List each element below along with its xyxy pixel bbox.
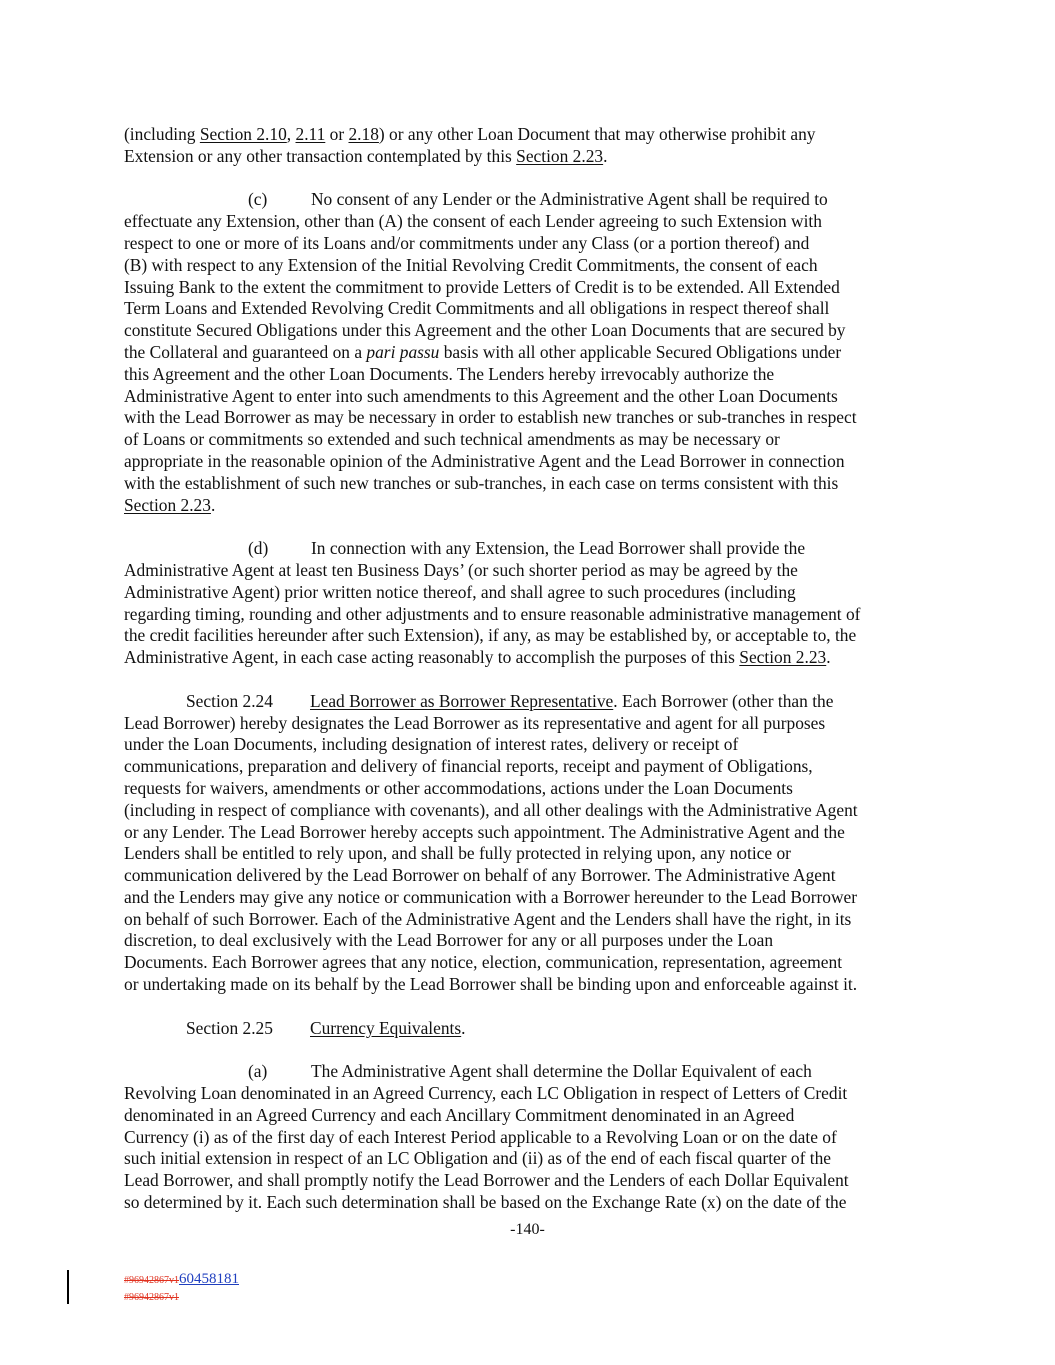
text-line: so determined by it. Each such determination shall be based on the Exchange Rate (x) on the date of the <box>124 1192 847 1213</box>
section-heading-line: Section 2.25 Currency Equivalents. <box>186 1017 466 1038</box>
text-line: constitute Secured Obligations under this Agreement and the other Loan Documents that are secured by <box>124 320 846 341</box>
text-line: regarding timing, rounding and other adjustments and to ensure reasonable administrative management of <box>124 603 861 624</box>
section-ref: Section 2.23 <box>124 494 211 515</box>
text-line: (c) No consent of any Lender or the Administrative Agent shall be required to <box>248 189 828 210</box>
text-line: Term Loans and Extended Revolving Credit Commitments and all obligations in respect thereof shall <box>124 298 830 319</box>
text-line: requests for waivers, amendments or other accommodations, actions under the Loan Documents <box>124 777 793 798</box>
text-line: or undertaking made on its behalf by the Lead Borrower shall be binding upon and enforceable against it. <box>124 974 858 995</box>
text-line: Administrative Agent) prior written notice thereof, and shall agree to such procedures (including <box>124 581 796 602</box>
paragraph-c <box>124 189 944 516</box>
text-line: such initial extension in respect of an LC Obligation and (ii) as of the end of each fiscal quarter of the <box>124 1148 831 1169</box>
text-line: Administrative Agent at least ten Business Days’ (or such shorter period as may be agreed by the <box>124 559 798 580</box>
docid-line <box>124 1271 239 1288</box>
section-ref: Section 2.10 <box>199 124 287 144</box>
text-line: communications, preparation and delivery of financial reports, receipt and payment of Obligations, <box>124 756 813 777</box>
text-line: effectuate any Extension, other than (A) the consent of each Lender agreeing to such Extension with <box>124 211 822 232</box>
text-line: Administrative Agent, in each case acting reasonably to accomplish the purposes of this Section 2.23. <box>124 647 831 668</box>
paragraph-a <box>124 1061 944 1214</box>
paragraph-continuation <box>124 124 944 168</box>
text-line: respect to one or more of its Loans and/or commitments under any Class (or a portion thereof) and <box>124 232 810 253</box>
section-title: Currency Equivalents <box>310 1017 462 1038</box>
text-line: appropriate in the reasonable opinion of the Administrative Agent and the Lead Borrower in connection <box>124 450 845 471</box>
text-line: Documents. Each Borrower agrees that any notice, election, communication, representation, agreement <box>124 952 843 973</box>
text-line: Issuing Bank to the extent the commitment to provide Letters of Credit is to be extended. All Extended <box>124 276 840 297</box>
inserted-docid: 60458181 <box>179 1271 239 1287</box>
section-2-25 <box>124 1018 944 1040</box>
section-ref: 2.11 <box>295 124 326 144</box>
text-line: Section 2.23. <box>124 494 216 515</box>
text-line: of Loans or commitments so extended and such technical amendments as may be necessary or <box>124 429 780 450</box>
text-line: (a) The Administrative Agent shall determine the Dollar Equivalent of each <box>248 1061 812 1082</box>
page-number: -140- <box>510 1221 545 1238</box>
document-body <box>124 124 944 1236</box>
text-line: Lenders shall be entitled to rely upon, and shall be fully protected in relying upon, any notice or <box>124 843 791 864</box>
paragraph-d <box>124 538 944 669</box>
text-line: on behalf of such Borrower. Each of the Administrative Agent and the Lenders shall have the right, in its <box>124 908 852 929</box>
text-line: (including in respect of compliance with covenants), and all other dealings with the Administrative Agent <box>124 799 858 820</box>
text-line: Lead Borrower, and shall promptly notify the Lead Borrower and the Lenders of each Dollar Equivalent <box>124 1170 849 1191</box>
text-line: discretion, to deal exclusively with the Lead Borrower for any or all purposes under the Loan <box>124 930 774 951</box>
docid-line <box>124 1288 239 1305</box>
text-line: or any Lender. The Lead Borrower hereby accepts such appointment. The Administrative Agent and the <box>124 821 845 842</box>
document-id <box>124 1271 239 1305</box>
section-heading-line: Section 2.24 Lead Borrower as Borrower Representative. Each Borrower (other than the <box>186 690 834 711</box>
clause-label: (a) <box>248 1061 268 1082</box>
text-line: Administrative Agent to enter into such amendments to this Agreement and the other Loan Documents <box>124 385 838 406</box>
text-line: with the establishment of such new tranches or sub-tranches, in each case on terms consistent with this <box>124 472 839 493</box>
section-2-24 <box>124 691 944 996</box>
deleted-docid: #96942867v1 <box>124 1292 179 1303</box>
section-ref: Section 2.23 <box>516 145 604 166</box>
text-line: the Collateral and guaranteed on a pari passu basis with all other applicable Secured Obligations under <box>124 341 842 362</box>
clause-label: (d) <box>248 538 269 559</box>
text-line: Extension or any other transaction contemplated by this Section 2.23. <box>124 145 608 166</box>
text-line: (including Section 2.10, 2.11 or 2.18) or any other Loan Document that may otherwise prohibit any <box>124 124 816 144</box>
text-line: communication delivered by the Lead Borrower on behalf of any Borrower. The Administrative Agent <box>124 865 836 886</box>
text-line: Revolving Loan denominated in an Agreed Currency, each LC Obligation in respect of Letters of Credit <box>124 1083 848 1104</box>
section-number: Section 2.25 <box>186 1017 273 1038</box>
clause-label: (c) <box>248 189 268 210</box>
change-bar <box>67 1270 69 1304</box>
text-line: with the Lead Borrower as may be necessary in order to establish new tranches or sub-tranches in respect <box>124 407 857 428</box>
section-ref: 2.18 <box>348 124 379 144</box>
text-line: (d) In connection with any Extension, the Lead Borrower shall provide the <box>248 538 806 559</box>
deleted-docid: #96942867v1 <box>124 1275 179 1286</box>
italic-term: pari passu <box>366 341 440 362</box>
section-ref: Section 2.23 <box>739 647 827 668</box>
text-line: the credit facilities hereunder after such Extension), if any, as may be established by, or acceptable to, the <box>124 625 857 646</box>
section-number: Section 2.24 <box>186 690 273 711</box>
text-line: denominated in an Agreed Currency and each Ancillary Commitment denominated in an Agreed <box>124 1104 795 1125</box>
text-line: (B) with respect to any Extension of the Initial Revolving Credit Commitments, the consent of each <box>124 254 818 275</box>
text-line: under the Loan Documents, including designation of interest rates, delivery or receipt of <box>124 734 739 755</box>
text-line: Currency (i) as of the first day of each Interest Period applicable to a Revolving Loan or on the date of <box>124 1126 837 1147</box>
text-line: Lead Borrower) hereby designates the Lead Borrower as its representative and agent for all purposes <box>124 712 826 733</box>
text-line: and the Lenders may give any notice or communication with a Borrower hereunder to the Lead Borrower <box>124 886 858 907</box>
section-title: Lead Borrower as Borrower Representative <box>310 690 614 711</box>
text-line: this Agreement and the other Loan Documents. The Lenders hereby irrevocably authorize the <box>124 363 775 384</box>
